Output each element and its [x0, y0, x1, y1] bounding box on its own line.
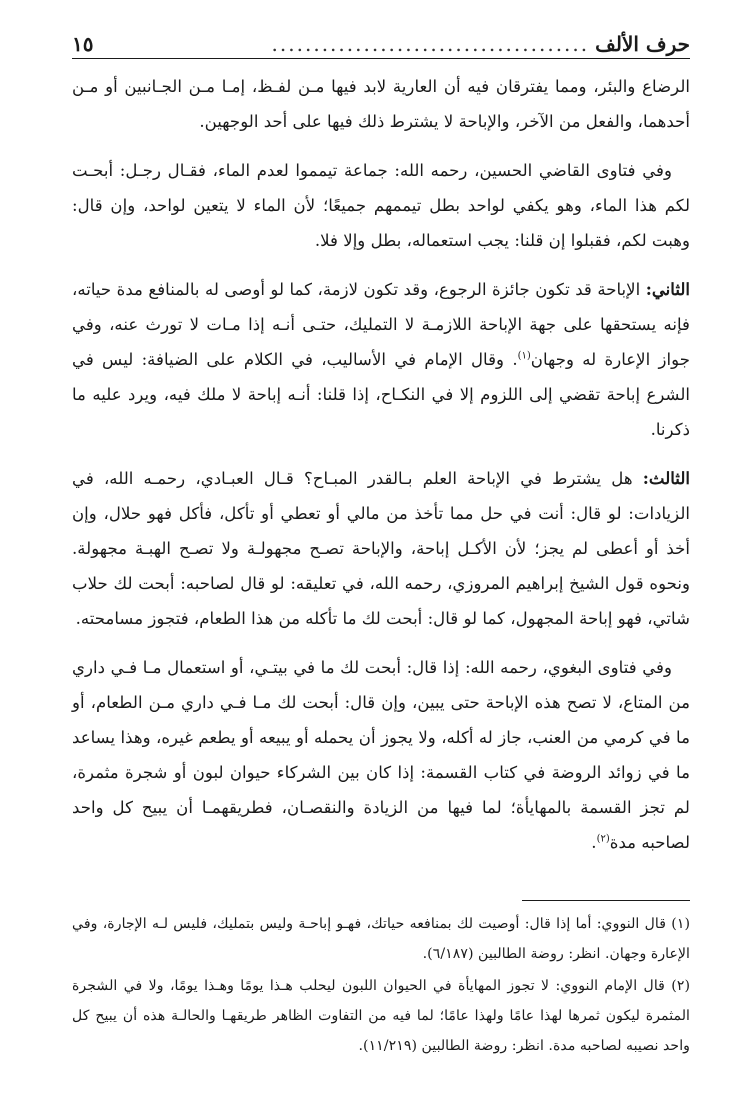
paragraph-text: وفي فتاوى القاضي الحسين، رحمه الله: جماعة تيمموا لعدم الماء، فقـال رجـل: أبحـت لكم هذا الماء، وهو يكفي لواحد بطل تيممهم جميعًا؛ لأن الماء لا يتعين لواحد، وإن قال: وهبت لكم، فقبلوا إن قلنا: يجب استعماله، بطل وإلا فلا.: [72, 161, 690, 250]
section-lead-second: الثاني:: [645, 279, 690, 299]
paragraph-text: الإباحة قد تكون جائزة الرجوع، وقد تكون لازمة، كما لو أوصى له بالمنافع مدة حياته، فإنه يستحقها على جهة الإباحة اللازمـة لا التمليك، حتـى أنـه إذا مـات لا تورث عنه، وفي جواز الإعارة له وجهان: [72, 280, 690, 369]
chapter-title: حرف الألف: [595, 32, 690, 56]
paragraph-text-tail: .: [591, 833, 597, 852]
footnote-1: [72, 909, 690, 969]
footnotes: [72, 909, 690, 1061]
header-leader-dots: ......................................: [271, 32, 590, 56]
paragraph-text: هل يشترط في الإباحة العلم بـالقدر المبـاح؟ قـال العبـادي، رحمـه الله، في الزيادات: لو قال: أنت في حل مما تأخذ من مالي أو تعطي أو تأكل، فأكل فهو حلال، وإن أخذ أو أعطى لم يجز؛ لأن الأكـل إباحة، والإباحة تصـح مجهولـة ولا تصـح الهبـة مجهولة. ونحوه قول الشيخ إبراهيم المروزي، رحمه الله، في تعليقه: لو قال لصاحبه: أبحت لك حلاب شاتي، فهو إباحة المجهول، كما لو قال: أبحت لك ما تأكله من هذا الطعام، فتجوز مسامحته.: [72, 469, 690, 628]
footnote-separator: [522, 900, 690, 901]
footnote-text: قال الإمام النووي: لا تجوز المهايأة في الحيوان اللبون ليحلب هـذا يومًا وهـذا يومًا، ولا في الشجرة المثمرة ليكون ثمرها لهذا عامًا ولهذا عامًا؛ لما فيه من التفاوت الظاهر طريقهـا والحالـة هذه أن يبيح كل واحد نصيبه لصاحبه مدة. انظر: روضة الطالبين (١١/٢١٩).: [72, 978, 690, 1054]
main-text: [72, 69, 690, 860]
footnote-2: [72, 971, 690, 1061]
section-lead-third: الثالث:: [642, 468, 690, 488]
paragraph-text: الرضاع والبئر، ومما يفترقان فيه أن العارية لابد فيها مـن لفـظ، إمـا مـن الجـانبين أو مـن أحدهما، والفعل من الآخر، والإباحة لا يشترط ذلك فيها على أحد الوجهين.: [72, 77, 690, 131]
paragraph-2: [72, 153, 690, 258]
footnote-number: (١): [671, 916, 690, 932]
running-header: [72, 22, 690, 59]
footnote-ref-1[interactable]: (١): [517, 350, 531, 362]
book-page: [72, 22, 690, 1102]
paragraph-text: وفي فتاوى البغوي، رحمه الله: إذا قال: أبحت لك ما في بيتـي، أو استعمال مـا فـي داري من المتاع، لا تصح هذه الإباحة حتى يبين، وإن قال: أبحت لك مـا فـي داري مـن الطعام، أو ما في كرمي من العنب، جاز له أكله، ولا يجوز أن يحمله أو يبيعه أو يطعم غيره، وهذا يساعد ما في زوائد الروضة في كتاب القسمة: إذا كان بين الشركاء حيوان لبون أو شجرة مثمرة، لم تجز القسمة بالمهايأة؛ لما فيها من الزيادة والنقصـان، فطريقهمـا أن يبيح كل واحد لصاحبه مدة: [72, 658, 690, 852]
page-number: ١٥: [72, 32, 94, 56]
paragraph-5: [72, 650, 690, 860]
footnote-number: (٢): [671, 978, 690, 994]
paragraph-4: [72, 461, 690, 636]
footnote-ref-2[interactable]: (٢): [596, 833, 610, 845]
footnote-text: قال النووي: أما إذا قال: أوصيت لك بمنافعه حياتك، فهـو إباحـة وليس بتمليك، فليس لـه الإجارة، وفي الإعارة وجهان. انظر: روضة الطالبين (٦/١٨٧).: [72, 916, 690, 962]
paragraph-1: [72, 69, 690, 139]
paragraph-3: [72, 272, 690, 447]
paragraph-text-tail: . وقال الإمام في الأساليب، في الكلام على الضيافة: ليس في الشرع إباحة تقضي إلى اللزوم إلا في النكـاح، إذا قلنا: أنـه إباحة لا ملك فيه، ويرد عليه ما ذكرنا.: [72, 350, 690, 439]
